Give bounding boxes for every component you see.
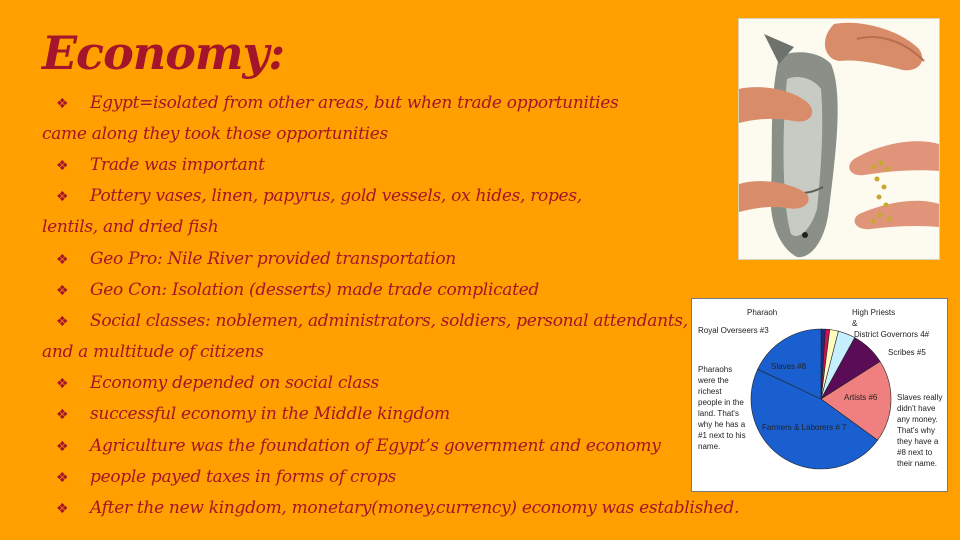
bullet-line-text: successful economy in the Middle kingdom [90, 404, 450, 424]
pie-annotation-left-line: Pharaohs [698, 365, 733, 374]
diamond-bullet-icon: ❖ [56, 376, 69, 392]
diamond-bullet-icon: ❖ [56, 470, 69, 486]
pie-annotation-right-line: That's why [897, 426, 935, 435]
social-class-pie-chart [691, 298, 948, 492]
pie-slice-label: Pharaoh [747, 308, 778, 317]
pie-annotation-right-line: they have a [897, 437, 939, 446]
pie-annotation-left-line: #1 next to his [698, 431, 746, 440]
pie-annotation-right-line: any money. [897, 415, 938, 424]
pie-annotation-right-line: didn't have [897, 404, 936, 413]
slide-title: Economy: [42, 26, 285, 80]
pie-annotation-left-line: richest [698, 387, 722, 396]
trade-photo [738, 18, 940, 260]
bullet-line-text: Trade was important [90, 155, 265, 175]
pie-slice-label: District Governors 4# [854, 330, 930, 339]
diamond-bullet-icon: ❖ [56, 407, 69, 423]
diamond-bullet-icon: ❖ [56, 158, 69, 174]
diamond-bullet-icon: ❖ [56, 314, 69, 330]
bullet-line-text: people payed taxes in forms of crops [90, 467, 396, 487]
bullet-line-text: Social classes: noblemen, administrators, soldiers, personal attendants, [90, 311, 688, 331]
pie-annotation-left-line: people in the [698, 398, 744, 407]
pie-slice-label: High Priests [852, 308, 896, 317]
hands-fish-illustration [739, 19, 939, 259]
pie-annotation-right-line: #8 next to [897, 448, 933, 457]
pie-label-connector: & [852, 319, 858, 328]
bullet-line-text: Geo Pro: Nile River provided transportation [90, 249, 456, 269]
bullet-line-text: Economy depended on social class [90, 373, 379, 393]
pie-annotation-left-line: why he has a [698, 420, 746, 429]
pie-slice-label: Artists #6 [844, 393, 878, 402]
pie-annotation-right-line: their name. [897, 459, 938, 468]
pie-slice-label: Slaves #8 [771, 362, 807, 371]
bullet-line-text: came along they took those opportunities [42, 124, 388, 144]
bullet-line-text: Agriculture was the foundation of Egypt’s government and economy [90, 436, 661, 456]
diamond-bullet-icon: ❖ [56, 252, 69, 268]
bullet-line-text: lentils, and dried fish [42, 217, 219, 237]
diamond-bullet-icon: ❖ [56, 501, 69, 517]
pie-slice-label: Farmers & Laborers # 7 [762, 423, 847, 432]
pie-chart-svg [692, 299, 947, 491]
pie-slice-label: Royal Overseers #3 [698, 326, 769, 335]
bullet-line-text: Egypt=isolated from other areas, but when trade opportunities [90, 93, 619, 113]
pie-annotation-left-line: name. [698, 442, 721, 451]
diamond-bullet-icon: ❖ [56, 96, 69, 112]
diamond-bullet-icon: ❖ [56, 189, 69, 205]
bullet-line-text: and a multitude of citizens [42, 342, 264, 362]
diamond-bullet-icon: ❖ [56, 283, 69, 299]
pie-annotation-right-line: Slaves really [897, 393, 943, 402]
bullet-line-text: After the new kingdom, monetary(money,currency) economy was established. [90, 498, 740, 518]
diamond-bullet-icon: ❖ [56, 439, 69, 455]
bullet-line-text: Geo Con: Isolation (desserts) made trade complicated [90, 280, 540, 300]
bullet-line-text: Pottery vases, linen, papyrus, gold vessels, ox hides, ropes, [90, 186, 582, 206]
pie-slice-label: Scribes #5 [888, 348, 926, 357]
pie-annotation-left-line: land. That's [698, 409, 739, 418]
pie-annotation-left-line: were the [698, 376, 729, 385]
